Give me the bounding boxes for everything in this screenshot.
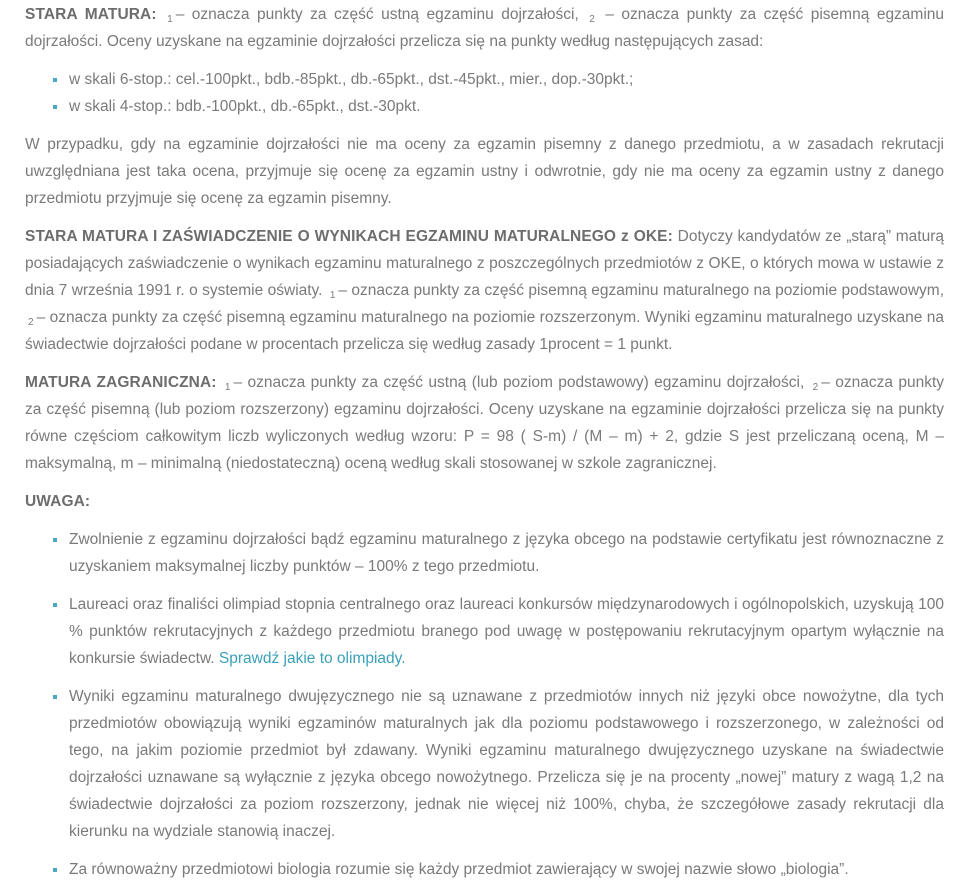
old-matura-text-a: – oznacza punkty za część ustną egzaminu dojrzałości, [175, 6, 579, 23]
old-matura-heading: STARA MATURA: [25, 6, 157, 23]
old-matura-paragraph [25, 0, 944, 55]
oke-paragraph [25, 223, 944, 358]
oke-text-a: Dotyczy kandydatów ze „starą” maturą posiadających zaświadczenie o wynikach egzaminu maturalnego z poszczególnych przedmiotów z OKE, o których mowa w ustawie z dnia 7 września 1991 r. o systemie oświaty. [25, 228, 944, 299]
notice-heading: UWAGA: [25, 493, 91, 510]
bullet-icon [53, 868, 57, 872]
old-matura-text-b: – oznacza punkty za część pisemną egzaminu dojrzałości. Oceny uzyskane na egzaminie dojrzałości przelicza się na punkty według następujących zasad: [25, 6, 945, 50]
bullet-icon [53, 695, 57, 699]
foreign-text-a: – oznacza punkty za część ustną (lub poziom podstawowy) egzaminu dojrzałości, [233, 374, 805, 391]
subscript-1: 1 [329, 290, 336, 301]
olympiads-link[interactable]: Sprawdź jakie to olimpiady. [218, 650, 406, 667]
list-item [53, 683, 944, 845]
notice-item-text: Laureaci oraz finaliści olimpiad stopnia centralnego oraz laureaci konkursów międzynarodowych i ogólnopolskich, uzyskują 100 % punktów rekrutacyjnych z każdego przedmiotu branego pod uwagę w postępowaniu rekrutacyjnym opartym wyłącznie na konkursie świadectw. [69, 596, 944, 667]
foreign-paragraph [25, 369, 944, 477]
foreign-text-b: – oznacza punkty za część pisemną (lub poziom rozszerzony) egzaminu dojrzałości. Oceny uzyskane na egzaminie dojrzałości przelicza się na punkty równe częściom całkowitym liczb wyliczonych według wzoru: P = 98 ( S-m) / (M – m) + 2, gdzie S jest przeliczaną oceną, M – maksymalną, m – minimalną (niedostateczną) oceną według skali stosowanej w szkole zagranicznej. [25, 374, 945, 472]
notice-item-text: Wyniki egzaminu maturalnego dwujęzycznego nie są uznawane z przedmiotów innych niż języki obce nowożytne, dla tych przedmiotów obowiązują wyniki egzaminów maturalnych jak dla poziomu podstawowego i rozszerzonego, w zależności od tego, na jakim poziomie przedmiot był zdawany. Wyniki egzaminu maturalnego dwujęzycznego uzyskane na świadectwie dojrzałości uznawane są wyłącznie z języka obcego nowożytnego. Przelicza się je na procenty „nowej” matury z wagą 1,2 na świadectwie dojrzałości za poziom rozszerzony, jednak nie więcej niż 100%, chyba, że szczegółowe zasady rekrutacji dla kierunku na wydziale stanowią inaczej. [69, 688, 944, 840]
subscript-2: 2 [812, 382, 819, 393]
list-item [53, 591, 944, 672]
bullet-icon [53, 603, 57, 607]
old-matura-note: W przypadku, gdy na egzaminie dojrzałości nie ma oceny za egzamin pisemny z danego przedmiotu, a w zasadach rekrutacji uwzględniana jest taka ocena, przyjmuje się ocenę za egzamin ustny i odwrotnie, gdy nie ma oceny za egzamin ustny z danego przedmiotu przyjmuje się ocenę za egzamin pisemny. [25, 136, 944, 207]
foreign-heading: MATURA ZAGRANICZNA: [25, 374, 217, 391]
bullet-icon [53, 538, 57, 542]
grade-scale-list [53, 66, 944, 120]
oke-heading: STARA MATURA I ZAŚWIADCZENIE O WYNIKACH EGZAMINU MATURALNEGO z OKE: [25, 228, 673, 245]
bullet-icon [53, 78, 57, 82]
subscript-2: 2 [28, 317, 34, 328]
scale-6-text: w skali 6-stop.: cel.-100pkt., bdb.-85pkt., db.-65pkt., dst.-45pkt., mier., dop.-30pkt.; [69, 71, 634, 88]
list-item [53, 526, 944, 580]
list-item [53, 93, 944, 120]
list-item [53, 856, 944, 883]
scale-4-text: w skali 4-stop.: bdb.-100pkt., db.-65pkt., dst.-30pkt. [69, 98, 421, 115]
notice-item-text: Za równoważny przedmiotowi biologia rozumie się każdy przedmiot zawierający w swojej nazwie słowo „biologia”. [69, 861, 849, 878]
notice-item-text: Zwolnienie z egzaminu dojrzałości bądź egzaminu maturalnego z języka obcego na podstawie certyfikatu jest równoznaczne z uzyskaniem maksymalnej liczby punktów – 100% z tego przedmiotu. [69, 531, 944, 575]
oke-text-c: – oznacza punkty za część pisemną egzaminu maturalnego na poziomie rozszerzonym. Wyniki egzaminu maturalnego uzyskane na świadectwie dojrzałości podane w procentach przelicza się według zasady 1procent = 1 punkt. [25, 309, 944, 353]
notice-list [53, 526, 944, 883]
oke-text-b: – oznacza punkty za część pisemną egzaminu maturalnego na poziomie podstawowym, [338, 282, 944, 299]
bullet-icon [53, 105, 57, 109]
list-item [53, 66, 944, 93]
subscript-1: 1 [224, 382, 231, 393]
notice-heading-line [25, 488, 944, 515]
subscript-1: 1 [167, 14, 173, 25]
subscript-2: 2 [589, 14, 595, 25]
